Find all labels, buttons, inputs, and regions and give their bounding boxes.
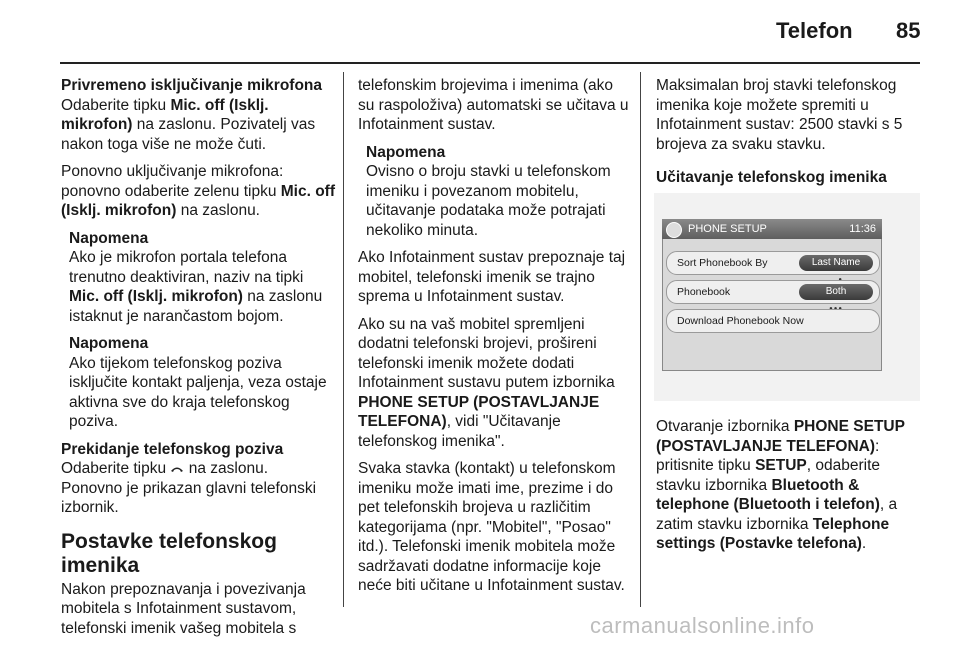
phone-setup-screenshot (654, 193, 920, 401)
paragraph: Ako Infotainment sustav prepoznaje taj mobitel, telefonski imenik se trajno sprema u Infotainment sustav. (358, 249, 626, 305)
note-2 (69, 334, 335, 432)
page-header (0, 0, 960, 60)
column-3 (656, 76, 924, 188)
header-rule (60, 62, 920, 64)
screen-title-bar (662, 219, 882, 239)
menu-row-phonebook[interactable] (666, 280, 880, 304)
brand-logo-icon (666, 222, 682, 238)
note-1 (69, 229, 335, 327)
paragraph: Maksimalan broj stavki telefonskog imenika koje možete spremiti u Infotainment sustav: 2500 stavki s 5 brojeva za svaku stavku. (656, 77, 903, 153)
note-3 (366, 143, 633, 241)
note-text: Ovisno o broju stavki u telefonskom imeniku i povezanom mobitelu, učitavanje podataka može potrajati nekoliko minuta. (366, 163, 611, 239)
note-title: Napomena (69, 335, 149, 352)
watermark: carmanualsonline.info (590, 613, 815, 638)
note-title: Napomena (69, 229, 149, 247)
note-text: Ako tijekom telefonskog poziva isključite kontakt paljenja, veza ostaje aktivna sve do kraja telefonskog poziva. (69, 354, 327, 430)
paragraph: Otvaranje izbornika PHONE SETUP (POSTAVLJANJE TELEFONA): pritisnite tipku SETUP, odaberite stavku izbornika Bluetooth & telephone (Bluetooth i telefon), a zatim stavku izbornika Telephone settings (Postavke telefona). (656, 418, 905, 552)
section-heading-phonebook: Postavke telefonskog imenika (61, 529, 277, 577)
menu-row-sort-phonebook[interactable] (666, 251, 880, 275)
menu-row-value[interactable]: Both (799, 284, 873, 300)
page-number: 85 (896, 18, 921, 43)
paragraph: Ponovno je prikazan glavni telefonski izbornik. (61, 479, 317, 516)
menu-row-download-phonebook[interactable] (666, 309, 880, 333)
paragraph: Svaka stavka (kontakt) u telefonskom imeniku može imati ime, prezime i do pet telefonskih brojeva u različitim kategorijama (npr. "Mobitel", "Posao" itd.). Telefonski imenik mobitela može sadržavati dodatne informacije koje neće biti učitane u Infotainment sustav. (358, 460, 625, 594)
heading-mute: Privremeno isključivanje mikrofona (61, 77, 323, 94)
page-title: Telefon (776, 18, 853, 43)
heading-loading-phonebook: Učitavanje telefonskog imenika (656, 169, 887, 186)
paragraph: Nakon prepoznavanja i povezivanja mobitela s Infotainment sustavom, telefonski imenik vašeg mobitela s (61, 580, 306, 637)
screen-title: PHONE SETUP (688, 223, 767, 235)
hang-up-phone-icon (170, 465, 184, 473)
note-title: Napomena (366, 143, 446, 161)
paragraph: Odaberite tipku Mic. off (Isklj. mikrofon) na zaslonu. Pozivatelj vas nakon toga više ne može čuti. (61, 96, 316, 153)
paragraph: Odaberite tipku na zaslonu. (61, 460, 269, 477)
note-text: Ako je mikrofon portala telefona trenutno deaktiviran, naziv na tipki Mic. off (Isklj. mikrofon) na zaslonu istaknut je narančastom bojom. (69, 249, 323, 325)
column-divider-2 (640, 72, 641, 607)
column-2 (358, 76, 633, 604)
menu-row-label: Phonebook (677, 286, 731, 298)
paragraph: Ponovno uključivanje mikrofona: ponovno odaberite zelenu tipku Mic. off (Isklj. mikrofon) na zaslonu. (61, 163, 335, 219)
column-divider-1 (343, 72, 344, 607)
menu-row-value[interactable]: Last Name (799, 255, 873, 271)
column-1 (61, 76, 335, 646)
screen-clock: 11:36 (849, 223, 876, 235)
paragraph: telefonskim brojevima i imenima (ako su raspoloživa) automatski se učitava u Infotainment sustav. (358, 77, 629, 133)
column-3-lower (656, 417, 924, 562)
menu-row-label: Download Phonebook Now (677, 315, 804, 327)
heading-end-call: Prekidanje telefonskog poziva (61, 440, 284, 458)
paragraph: Ako su na vaš mobitel spremljeni dodatni telefonski brojevi, prošireni telefonski imenik možete dodati Infotainment sustavu putem izbornika PHONE SETUP (POSTAVLJANJE TELEFONA), vidi "Učitavanje telefonskog imenika". (358, 315, 615, 450)
menu-row-label: Sort Phonebook By (677, 257, 768, 269)
